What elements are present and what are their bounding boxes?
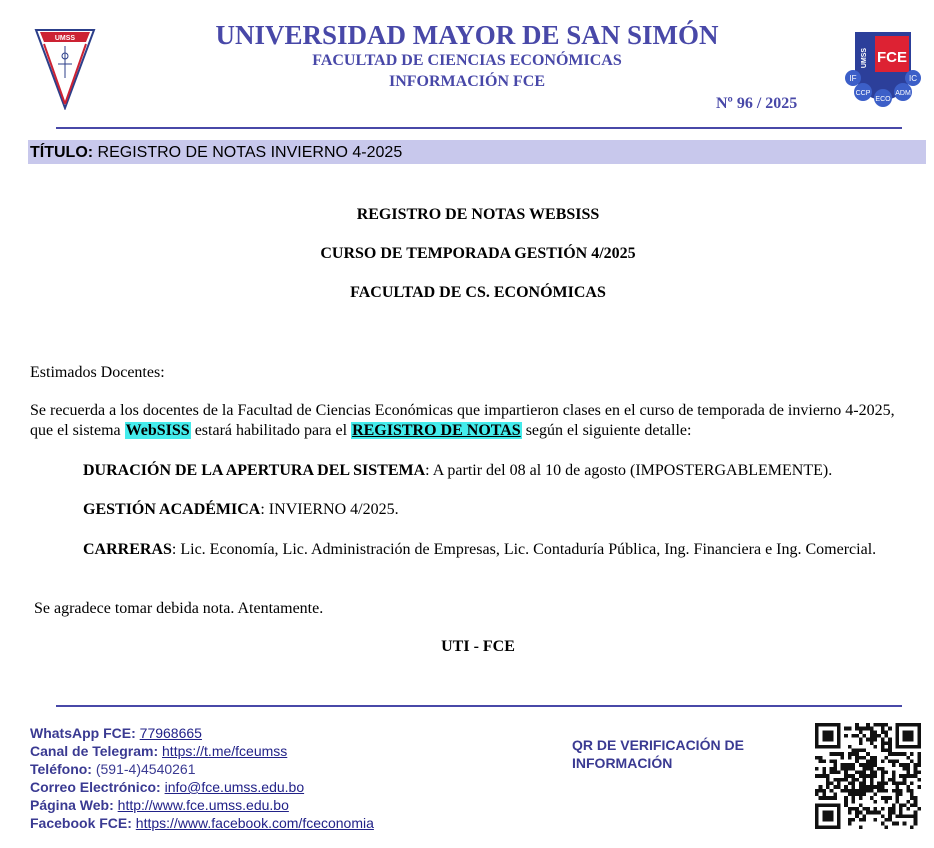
heading-facultad: FACULTAD DE CS. ECONÓMICAS <box>350 284 606 301</box>
svg-text:UMSS: UMSS <box>54 35 76 42</box>
facebook-link[interactable]: https://www.facebook.com/fceconomia <box>135 815 374 831</box>
contact-correo: Correo Electrónico: info@fce.umss.edu.bo <box>30 779 305 795</box>
websiss-highlight: WebSISS <box>125 422 190 439</box>
university-name: UNIVERSIDAD MAYOR DE SAN SIMÓN <box>215 20 719 50</box>
detail-value: : INVIERNO 4/2025. <box>260 501 399 518</box>
detail-duracion <box>83 461 933 481</box>
detail-value: : A partir del 08 al 10 de agosto (IMPOSTERGABLEMENTE). <box>425 462 833 479</box>
svg-text:ADM: ADM <box>895 90 911 97</box>
whatsapp-link[interactable]: 77968665 <box>139 725 202 741</box>
contact-whatsapp: WhatsApp FCE: 77968665 <box>30 725 202 741</box>
footer-divider <box>56 705 902 707</box>
detail-label: GESTIÓN ACADÉMICA <box>83 501 261 518</box>
svg-text:IF: IF <box>849 74 857 83</box>
contact-web: Página Web: http://www.fce.umss.edu.bo <box>30 797 289 813</box>
telegram-link[interactable]: https://t.me/fceumss <box>162 743 288 759</box>
qr-verification-label: QR DE VERIFICACIÓN DE INFORMACIÓN <box>572 737 744 771</box>
contact-telegram: Canal de Telegram: https://t.me/fceumss <box>30 743 288 759</box>
footer-contacts <box>30 724 374 832</box>
qr-code-icon <box>815 722 921 830</box>
info-subtitle: INFORMACIÓN FCE <box>389 73 545 90</box>
reminder-text-3: según el siguiente detalle: <box>521 422 692 439</box>
closing-text: Se agradece tomar debida nota. Atentamente. <box>34 600 324 617</box>
detail-label: DURACIÓN DE LA APERTURA DEL SISTEMA <box>83 462 426 479</box>
svg-text:CCP: CCP <box>855 90 871 97</box>
svg-text:ECO: ECO <box>875 96 891 103</box>
reminder-text-1: Se recuerda a los docentes de la Facultad de Ciencias Económicas que impartieron clases en el curso de temporada de invierno 4-2025, que el sistema <box>30 402 895 439</box>
bulletin-number: Nº 96 / 2025 <box>716 95 798 112</box>
svg-text:FCE: FCE <box>877 49 907 66</box>
contact-facebook: Facebook FCE: https://www.facebook.com/fceconomia <box>30 815 374 831</box>
reminder-text-2: estará habilitado para el <box>190 422 352 439</box>
detail-carreras <box>83 540 923 560</box>
signature: UTI - FCE <box>441 638 515 655</box>
faculty-name: FACULTAD DE CIENCIAS ECONÓMICAS <box>312 52 622 69</box>
heading-websiss: REGISTRO DE NOTAS WEBSISS <box>356 206 600 223</box>
registro-notas-highlight: REGISTRO DE NOTAS <box>352 422 521 439</box>
reminder-paragraph <box>30 401 910 441</box>
title-bar <box>28 140 926 164</box>
svg-text:IC: IC <box>909 74 917 83</box>
greeting: Estimados Docentes: <box>30 364 165 381</box>
svg-text:UMSS: UMSS <box>861 47 868 69</box>
heading-curso: CURSO DE TEMPORADA GESTIÓN 4/2025 <box>320 245 636 262</box>
detail-gestion <box>83 500 933 520</box>
detail-value: : Lic. Economía, Lic. Administración de Empresas, Lic. Contaduría Pública, Ing. Financiera e Ing. Comercial. <box>171 541 877 558</box>
title-label: TÍTULO: <box>30 144 94 161</box>
contact-telefono: Teléfono: (591-4)4540261 <box>30 761 196 777</box>
fce-logo-icon <box>843 28 923 110</box>
header-divider <box>56 127 902 129</box>
website-link[interactable]: http://www.fce.umss.edu.bo <box>117 797 289 813</box>
email-link[interactable]: info@fce.umss.edu.bo <box>164 779 305 795</box>
telefono-value: (591-4)4540261 <box>95 761 196 777</box>
title-text: REGISTRO DE NOTAS INVIERNO 4-2025 <box>97 144 403 161</box>
detail-label: CARRERAS <box>83 541 172 558</box>
